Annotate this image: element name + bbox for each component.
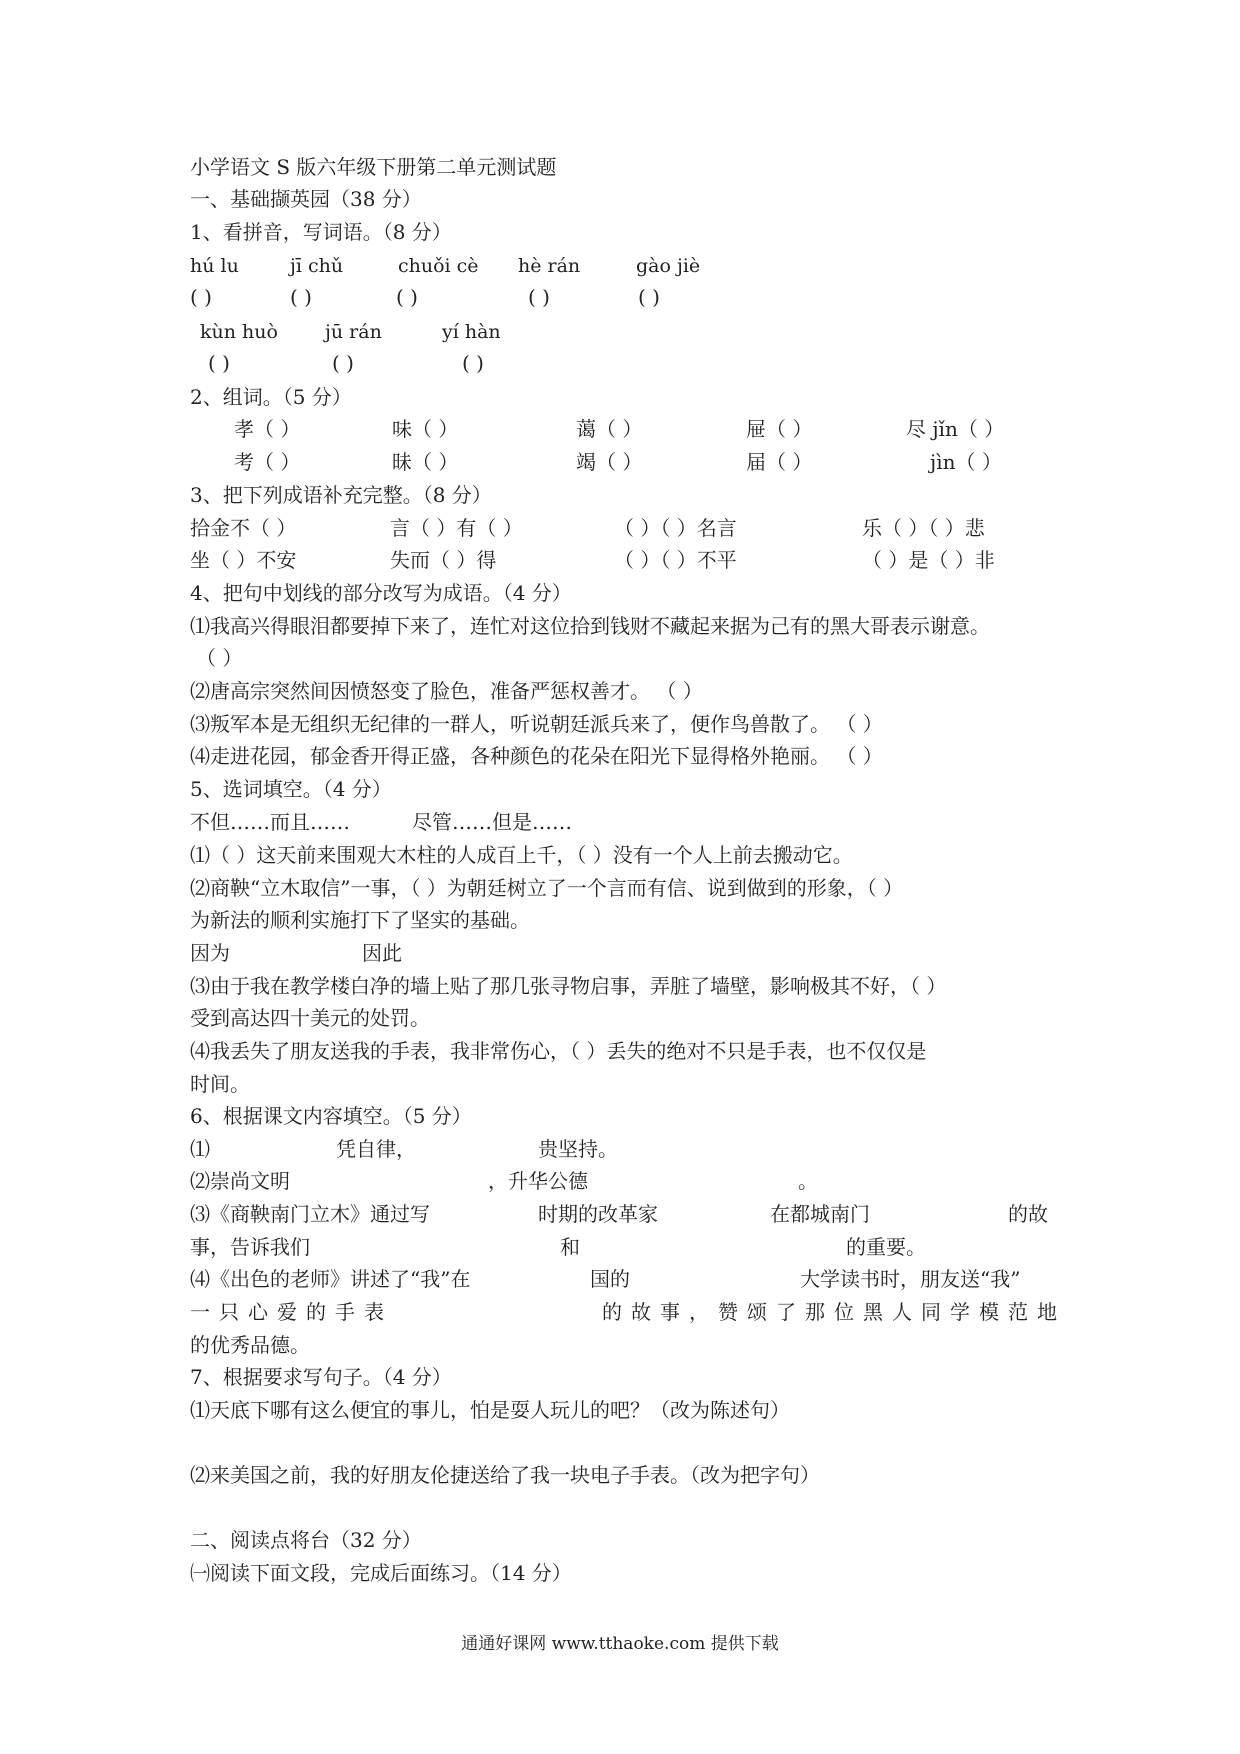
- word-group-item[interactable]: jìn（ ）: [930, 450, 1002, 474]
- page-title: 小学语文 S 版六年级下册第二单元测试题: [190, 155, 557, 179]
- q6-line-4: [0, 1233, 1240, 1261]
- q6-text: 时期的改革家: [538, 1202, 658, 1226]
- pinyin: gào jiè: [636, 255, 701, 277]
- pinyin: hú lu: [190, 255, 239, 277]
- q1-blank-row-2: [0, 349, 1240, 377]
- pinyin: jū rán: [325, 321, 382, 343]
- q3-row-1: [0, 514, 1240, 542]
- q6-text: 贵坚持。: [538, 1137, 618, 1161]
- q6-line-5: [0, 1265, 1240, 1293]
- q5-heading: 5、选词填空。（4 分）: [190, 777, 392, 801]
- word-group-item[interactable]: 屉（ ）: [746, 417, 813, 441]
- answer-blank[interactable]: ( ): [528, 285, 550, 309]
- q4-heading: 4、把句中划线的部分改写为成语。（4 分）: [190, 581, 572, 605]
- section-2-sub-heading: ㈠阅读下面文段，完成后面练习。（14 分）: [190, 1561, 572, 1585]
- word-option: 尽管……但是……: [412, 810, 572, 834]
- q6-text: 大学读书时，朋友送“我”: [800, 1267, 1021, 1291]
- q6-text: 。: [798, 1169, 818, 1193]
- word-group-item[interactable]: 蔼（ ）: [576, 417, 643, 441]
- q5-word-options-1: [0, 808, 1240, 836]
- pinyin: chuǒi cè: [398, 255, 479, 277]
- q6-text: ，升华公德: [488, 1169, 588, 1193]
- word-option: 因此: [362, 941, 402, 965]
- idiom-item[interactable]: （ ）（ ）不平: [614, 548, 737, 572]
- word-group-item[interactable]: 届（ ）: [746, 450, 813, 474]
- q6-text: ⑵崇尚文明: [190, 1169, 290, 1193]
- q6-line-6: [0, 1298, 1240, 1326]
- q5-sentence-3-cont: 受到高达四十美元的处罚。: [190, 1006, 430, 1030]
- word-group-item[interactable]: 竭（ ）: [576, 450, 643, 474]
- q2-row-2: [0, 448, 1240, 476]
- q1-heading: 1、看拼音，写词语。（8 分）: [190, 220, 452, 244]
- section-2-heading: 二、阅读点将台（32 分）: [190, 1528, 422, 1552]
- answer-blank[interactable]: ( ): [462, 351, 484, 375]
- idiom-item[interactable]: （ ）是（ ）非: [862, 548, 995, 572]
- q6-line-7: 的优秀品德。: [190, 1333, 310, 1357]
- answer-blank[interactable]: ( ): [638, 285, 660, 309]
- q4-item-4: ⑷走进花园，郁金香开得正盛，各种颜色的花朵在阳光下显得格外艳丽。 （ ）: [190, 744, 883, 768]
- q6-text: ⑴: [190, 1137, 210, 1161]
- q1-pinyin-row-2: [0, 318, 1240, 346]
- q7-heading: 7、根据要求写句子。（4 分）: [190, 1365, 452, 1389]
- q5-word-options-2: [0, 939, 1240, 967]
- q6-line-3: [0, 1200, 1240, 1228]
- answer-blank[interactable]: ( ): [208, 351, 230, 375]
- idiom-item[interactable]: 拾金不（ ）: [190, 516, 297, 540]
- answer-blank[interactable]: ( ): [396, 285, 418, 309]
- q2-heading: 2、组词。（5 分）: [190, 385, 352, 409]
- q6-text: 的故: [1008, 1202, 1048, 1226]
- q6-line-1: [0, 1135, 1240, 1163]
- q5-sentence-1: ⑴（ ）这天前来围观大木柱的人成百上千，（ ）没有一个人上前去搬动它。: [190, 843, 853, 867]
- q5-sentence-4: ⑷我丢失了朋友送我的手表，我非常伤心，（ ）丢失的绝对不只是手表，也不仅仅是: [190, 1039, 927, 1063]
- q6-text: 在都城南门: [770, 1202, 870, 1226]
- idiom-item[interactable]: 言（ ）有（ ）: [390, 516, 523, 540]
- word-option: 因为: [190, 941, 230, 965]
- q6-text: 事，告诉我们: [190, 1235, 310, 1259]
- answer-blank[interactable]: （ ）: [196, 646, 243, 670]
- q4-item-2: ⑵唐高宗突然间因愤怒变了脸色，准备严惩权善才。 （ ）: [190, 679, 703, 703]
- word-group-item[interactable]: 考（ ）: [234, 450, 301, 474]
- q5-sentence-3: ⑶由于我在教学楼白净的墙上贴了那几张寻物启事，弄脏了墙壁，影响极其不好，（ ）: [190, 974, 947, 998]
- q6-text: 和: [560, 1235, 580, 1259]
- idiom-item[interactable]: （ ）（ ）名言: [614, 516, 737, 540]
- answer-blank[interactable]: ( ): [290, 285, 312, 309]
- idiom-item[interactable]: 乐（ ）（ ）悲: [862, 516, 985, 540]
- pinyin: kùn huò: [200, 321, 278, 343]
- answer-blank[interactable]: ( ): [332, 351, 354, 375]
- word-group-item[interactable]: 昧（ ）: [392, 450, 459, 474]
- section-1-heading: 一、基础撷英园（38 分）: [190, 187, 422, 211]
- word-option: 不但……而且……: [190, 810, 350, 834]
- q5-sentence-4-cont: 时间。: [190, 1072, 250, 1096]
- word-group-item[interactable]: 味（ ）: [392, 417, 459, 441]
- q1-pinyin-row-1: [0, 252, 1240, 280]
- q6-text: ⑷《出色的老师》讲述了“我”在: [190, 1267, 471, 1291]
- pinyin: hè rán: [518, 255, 581, 277]
- q6-text: ⑶《商鞅南门立木》通过写: [190, 1202, 430, 1226]
- q4-item-1: ⑴我高兴得眼泪都要掉下来了，连忙对这位拾到钱财不藏起来据为己有的黑大哥表示谢意。: [190, 614, 990, 638]
- idiom-item[interactable]: 失而（ ）得: [390, 548, 497, 572]
- q6-heading: 6、根据课文内容填空。（5 分）: [190, 1104, 472, 1128]
- q6-text: 的故事，赞颂了那位黑人同学模范地: [602, 1300, 1066, 1324]
- page-footer: 通通好课网 www.tthaoke.com 提供下载: [461, 1634, 779, 1654]
- q1-blank-row-1: [0, 283, 1240, 311]
- q5-sentence-2-cont: 为新法的顺利实施打下了坚实的基础。: [190, 908, 530, 932]
- q6-text: 一只心爱的手表: [190, 1300, 393, 1324]
- q7-sentence-1: ⑴天底下哪有这么便宜的事儿，怕是耍人玩儿的吧？（改为陈述句）: [190, 1398, 790, 1422]
- q4-item-3: ⑶叛军本是无组织无纪律的一群人，听说朝廷派兵来了，便作鸟兽散了。 （ ）: [190, 712, 883, 736]
- q6-text: 国的: [590, 1267, 630, 1291]
- q3-heading: 3、把下列成语补充完整。（8 分）: [190, 483, 492, 507]
- idiom-item[interactable]: 坐（ ）不安: [190, 548, 297, 572]
- answer-blank[interactable]: ( ): [190, 285, 212, 309]
- q6-line-2: [0, 1167, 1240, 1195]
- q5-sentence-2: ⑵商鞅“立木取信”一事，（ ）为朝廷树立了一个言而有信、说到做到的形象，（ ）: [190, 876, 904, 900]
- word-group-item[interactable]: 孝（ ）: [234, 417, 301, 441]
- pinyin: jī chǔ: [290, 255, 344, 277]
- word-group-item[interactable]: 尽 jǐn（ ）: [906, 417, 1005, 441]
- q7-sentence-2: ⑵来美国之前，我的好朋友伦捷送给了我一块电子手表。（改为把字句）: [190, 1463, 820, 1487]
- pinyin: yí hàn: [442, 321, 501, 343]
- q2-row-1: [0, 415, 1240, 443]
- q6-text: 的重要。: [846, 1235, 926, 1259]
- q6-text: 凭自律，: [336, 1137, 416, 1161]
- q3-row-2: [0, 546, 1240, 574]
